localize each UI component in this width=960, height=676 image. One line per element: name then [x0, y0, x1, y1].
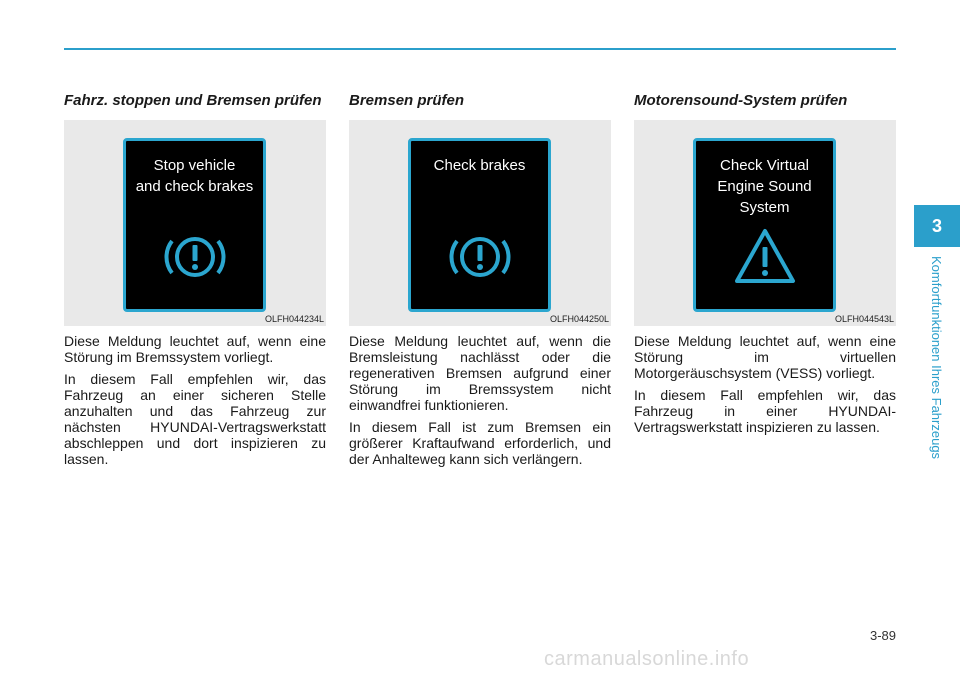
warning-triangle-icon — [733, 227, 797, 285]
display-message: Stop vehicle and check brakes — [135, 157, 254, 195]
paragraph: In diesem Fall empfehlen wir, das Fahrzeug in einer HYUNDAI-Vertragswerkstatt inspizieren zu lassen. — [634, 387, 896, 435]
watermark: carmanualsonline.info — [544, 648, 750, 670]
paragraph: Diese Meldung leuchtet auf, wenn eine Störung im Bremssystem vorliegt. — [64, 333, 326, 365]
warning-figure — [349, 120, 611, 326]
paragraph: Diese Meldung leuchtet auf, wenn die Bremsleistung nachlässt oder die regenerativen Bremsen aufgrund einer Störung im Bremssystem nicht einwandfrei funktionieren. — [349, 333, 611, 413]
section-title: Fahrz. stoppen und Bremsen prüfen — [64, 92, 322, 109]
cluster-display — [408, 138, 551, 312]
cluster-display — [123, 138, 266, 312]
brake-warning-icon — [163, 233, 227, 281]
chapter-title: Komfortfunktionen Ihres Fahrzeugs — [929, 256, 944, 460]
paragraph: In diesem Fall empfehlen wir, das Fahrzeug an einer sicheren Stelle anzuhalten und das Fahrzeug zur nächsten HYUNDAI-Vertragswerkstatt abschleppen und dort inspizieren zu lassen. — [64, 371, 326, 467]
section-title: Motorensound-System prüfen — [634, 92, 848, 109]
top-rule — [64, 48, 896, 50]
display-message: Check brakes — [433, 157, 526, 174]
image-code: OLFH044234L — [264, 314, 324, 324]
paragraph: In diesem Fall ist zum Bremsen ein größerer Kraftaufwand erforderlich, und der Anhalteweg kann sich verlängern. — [349, 419, 611, 467]
image-code: OLFH044250L — [549, 314, 609, 324]
warning-figure — [634, 120, 896, 326]
section-check-brakes — [349, 92, 611, 473]
brake-warning-icon — [448, 233, 512, 281]
paragraph: Diese Meldung leuchtet auf, wenn eine Störung im virtuellen Motorgeräuschsystem (VESS) vorliegt. — [634, 333, 896, 381]
chapter-tab: 3 — [914, 205, 960, 247]
warning-figure — [64, 120, 326, 326]
section-title: Bremsen prüfen — [349, 92, 465, 109]
image-code: OLFH044543L — [834, 314, 894, 324]
page-number: 3-89 — [869, 628, 896, 643]
display-message: Check Virtual Engine Sound System — [717, 157, 812, 216]
section-stop-vehicle — [64, 92, 326, 473]
cluster-display — [693, 138, 836, 312]
section-vess — [634, 92, 896, 441]
